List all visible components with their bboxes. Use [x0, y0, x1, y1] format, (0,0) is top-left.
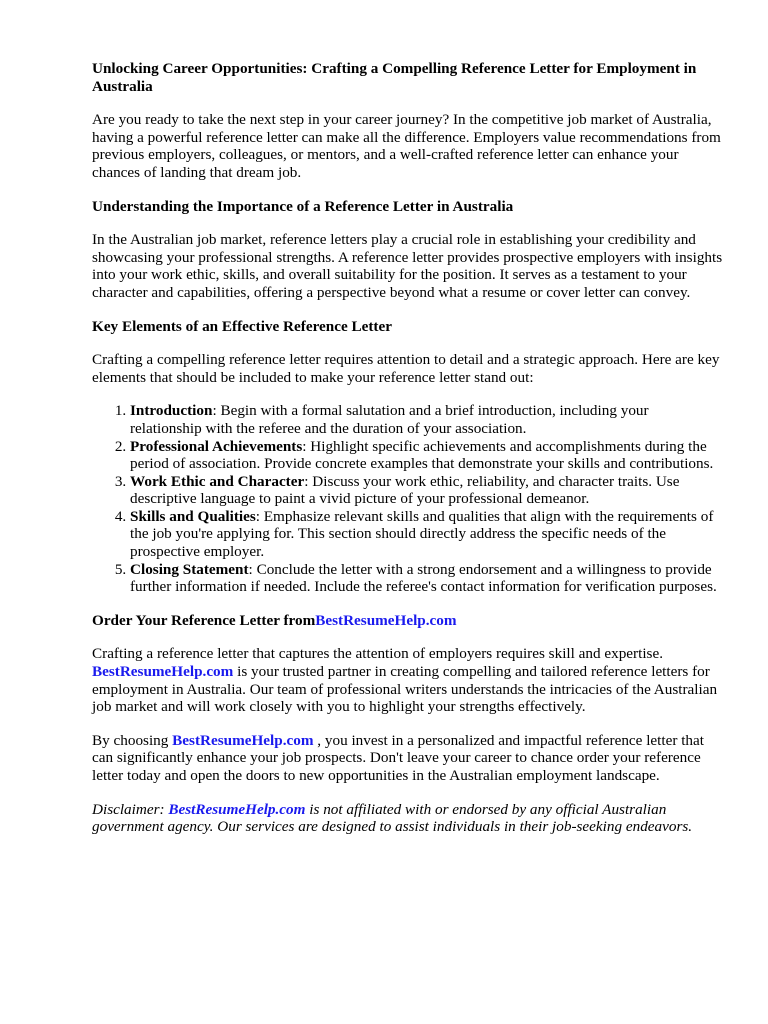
- intro-paragraph: Are you ready to take the next step in your career journey? In the competitive job market of Australia, having a powerful reference letter can make all the difference. Employers value recommendations from previous employers, colleagues, or mentors, and a well-crafted reference letter can enhance your chances of landing that dream job.: [92, 111, 721, 181]
- order-paragraph-1-link[interactable]: BestResumeHelp.com: [92, 663, 234, 681]
- list-item-title: Introduction: [130, 402, 213, 420]
- importance-paragraph: In the Australian job market, reference letters play a crucial role in establishing your credibility and showcasing your professional strengths. A reference letter provides prospective employers with insights into your work ethic, skills, and overall suitability for the position. It serves as a testament to your character and capabilities, offering a perspective beyond what a resume or cover letter can convey.: [92, 231, 723, 301]
- list-item-text: : Discuss your work ethic, reliability, and character traits. Use descriptive language to paint a vivid picture of your professional demeanor.: [130, 472, 680, 508]
- list-item: [130, 402, 724, 437]
- disclaimer-paragraph: [92, 801, 724, 836]
- list-item-title: Professional Achievements: [130, 437, 303, 455]
- elements-list: [92, 402, 724, 596]
- list-item-title: Skills and Qualities: [130, 507, 256, 525]
- importance-heading: Understanding the Importance of a Reference Letter in Australia: [92, 197, 514, 215]
- list-item-text: : Highlight specific achievements and accomplishments during the period of association. Provide concrete examples that demonstrate your skills and contributions.: [130, 437, 714, 473]
- list-item-title: Closing Statement: [130, 560, 249, 578]
- order-heading: [92, 612, 724, 630]
- disclaimer-text: is not affiliated with or endorsed by any official Australian government agency. Our services are designed to assist individuals in their job-seeking endeavors.: [92, 800, 693, 836]
- disclaimer-label: Disclaimer:: [92, 800, 169, 818]
- disclaimer-link[interactable]: BestResumeHelp.com: [168, 800, 306, 818]
- order-heading-text: Order Your Reference Letter from: [92, 611, 316, 629]
- list-item: [130, 438, 724, 473]
- list-item: [130, 508, 724, 561]
- elements-heading: Key Elements of an Effective Reference Letter: [92, 317, 392, 335]
- order-heading-link[interactable]: BestResumeHelp.com: [315, 611, 457, 629]
- order-paragraph-1: [92, 645, 724, 715]
- order-paragraph-2-link[interactable]: BestResumeHelp.com: [172, 731, 314, 749]
- order-paragraph-2-text: By choosing: [92, 731, 173, 749]
- list-item-title: Work Ethic and Character: [130, 472, 305, 490]
- order-paragraph-1-text: Crafting a reference letter that captures the attention of employers requires skill and expertise.: [92, 645, 663, 663]
- list-item-text: : Conclude the letter with a strong endorsement and a willingness to provide further information if needed. Include the referee's contact information for verification purposes.: [130, 560, 717, 596]
- order-paragraph-2: [92, 732, 724, 785]
- order-paragraph-1-rest: is your trusted partner in creating compelling and tailored reference letters for employment in Australia. Our team of professional writers understands the intricacies of the Australian job market and will work closely with you to highlight your strengths effectively.: [92, 663, 718, 716]
- list-item: [130, 473, 724, 508]
- document-page: [92, 60, 724, 852]
- elements-intro-paragraph: Crafting a compelling reference letter requires attention to detail and a strategic approach. Here are key elements that should be included to make your reference letter stand out:: [92, 351, 720, 386]
- list-item-text: : Emphasize relevant skills and qualities that align with the requirements of the job you're applying for. This section should directly address the specific needs of the prospective employer.: [130, 507, 714, 561]
- list-item: [130, 561, 724, 596]
- order-paragraph-2-rest: , you invest in a personalized and impactful reference letter that can significantly enhance your job prospects. Don't leave your career to chance order your reference letter today and open the doors to new opportunities in the Australian employment landscape.: [92, 731, 704, 784]
- document-title: Unlocking Career Opportunities: Crafting a Compelling Reference Letter for Employment in Australia: [92, 60, 697, 95]
- list-item-text: : Begin with a formal salutation and a brief introduction, including your relationship with the referee and the duration of your association.: [130, 402, 649, 437]
